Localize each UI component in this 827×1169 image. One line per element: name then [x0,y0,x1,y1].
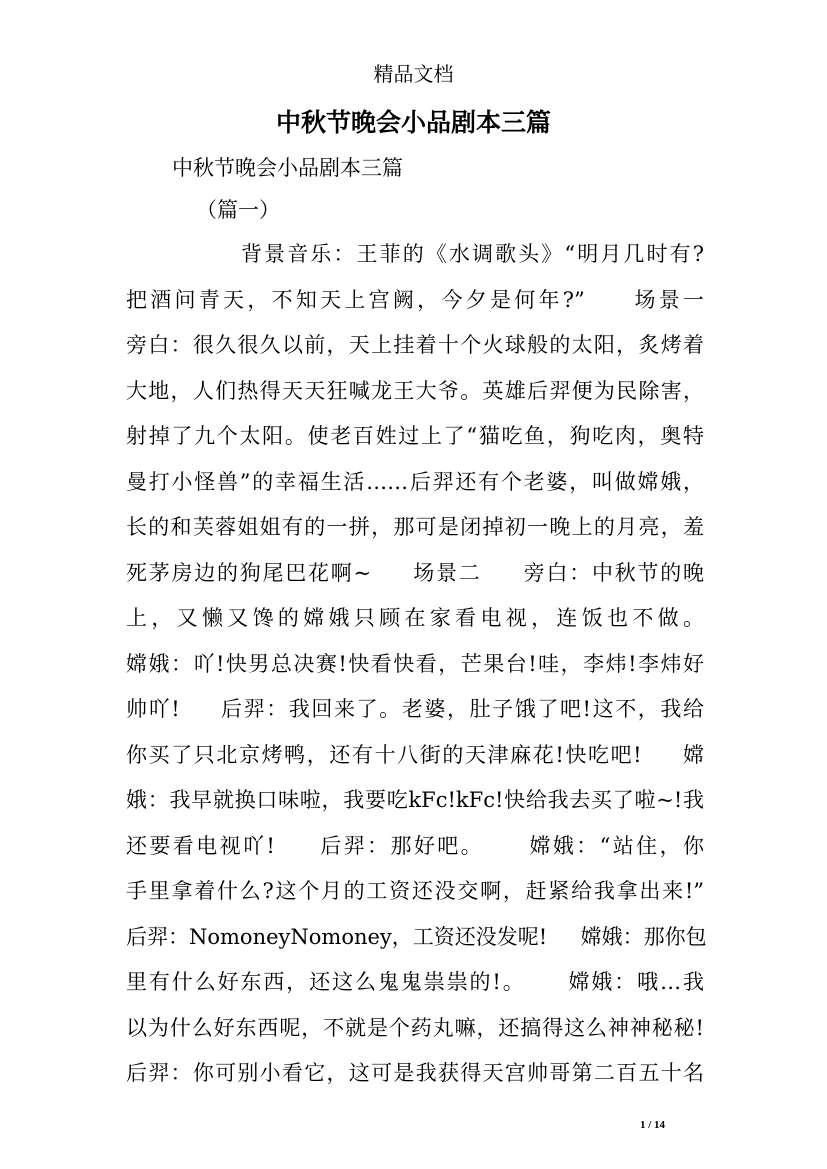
body-line: 还要看电视吖! 后羿：那好吧。 嫦娥：“站住，你 [126,833,704,858]
body-line: 以为什么好东西呢，不就是个药丸嘛，还搞得这么神神秘秘! [126,1015,704,1040]
body-line: 曼打小怪兽”的幸福生活……后羿还有个老婆，叫做嫦娥， [126,469,704,494]
body-line: 后羿：NomoneyNomoney，工资还没发呢! 嫦娥：那你包 [126,924,707,949]
document-header: 精品文档 [373,62,454,86]
document-subtitle: 中秋节晚会小品剧本三篇 [172,156,403,180]
document-title: 中秋节晚会小品剧本三篇 [275,108,551,137]
body-line: 里有什么好东西，还这么鬼鬼祟祟的!。 嫦娥：哦…我 [126,970,704,994]
body-line: 射掉了九个太阳。使老百姓过上了“猫吃鱼，狗吃肉，奥特 [126,424,704,448]
body-line: 旁白：很久很久以前，天上挂着十个火球般的太阳，炙烤着 [126,333,704,357]
section-label: （篇一） [196,198,280,222]
body-line: 后羿：你可别小看它，这可是我获得天宫帅哥第二百五十名 [126,1061,704,1085]
body-line: 你买了只北京烤鸭，还有十八街的天津麻花!快吃吧! 嫦 [126,742,704,767]
page-number: 1 / 14 [640,1119,666,1131]
body-text [126,239,707,1104]
body-line: 长的和芙蓉姐姐有的一拼，那可是闭掉初一晚上的月亮，羞 [126,515,704,539]
body-line: 大地，人们热得天天狂喊龙王大爷。英雄后羿便为民除害， [126,378,704,403]
body-line: 手里拿着什么?这个月的工资还没交啊，赶紧给我拿出来!” [126,879,704,903]
body-line: 上，又懒又馋的嫦娥只顾在家看电视，连饭也不做。 [126,606,704,630]
body-line: 嫦娥：吖!快男总决赛!快看快看，芒果台!哇，李炜!李炜好 [126,651,704,676]
body-line: 娥：我早就换口味啦，我要吃kFc!kFc!快给我去买了啦~!我 [126,788,704,812]
body-line: 死茅房边的狗尾巴花啊~ 场景二 旁白：中秋节的晚 [126,560,704,585]
body-line: 把酒问青天，不知天上宫阙，今夕是何年?” 场景一 [126,287,704,312]
body-line: 背景音乐：王菲的《水调歌头》“明月几时有? [241,242,704,266]
body-line: 帅吖! 后羿：我回来了。老婆，肚子饿了吧!这不，我给 [126,697,704,721]
